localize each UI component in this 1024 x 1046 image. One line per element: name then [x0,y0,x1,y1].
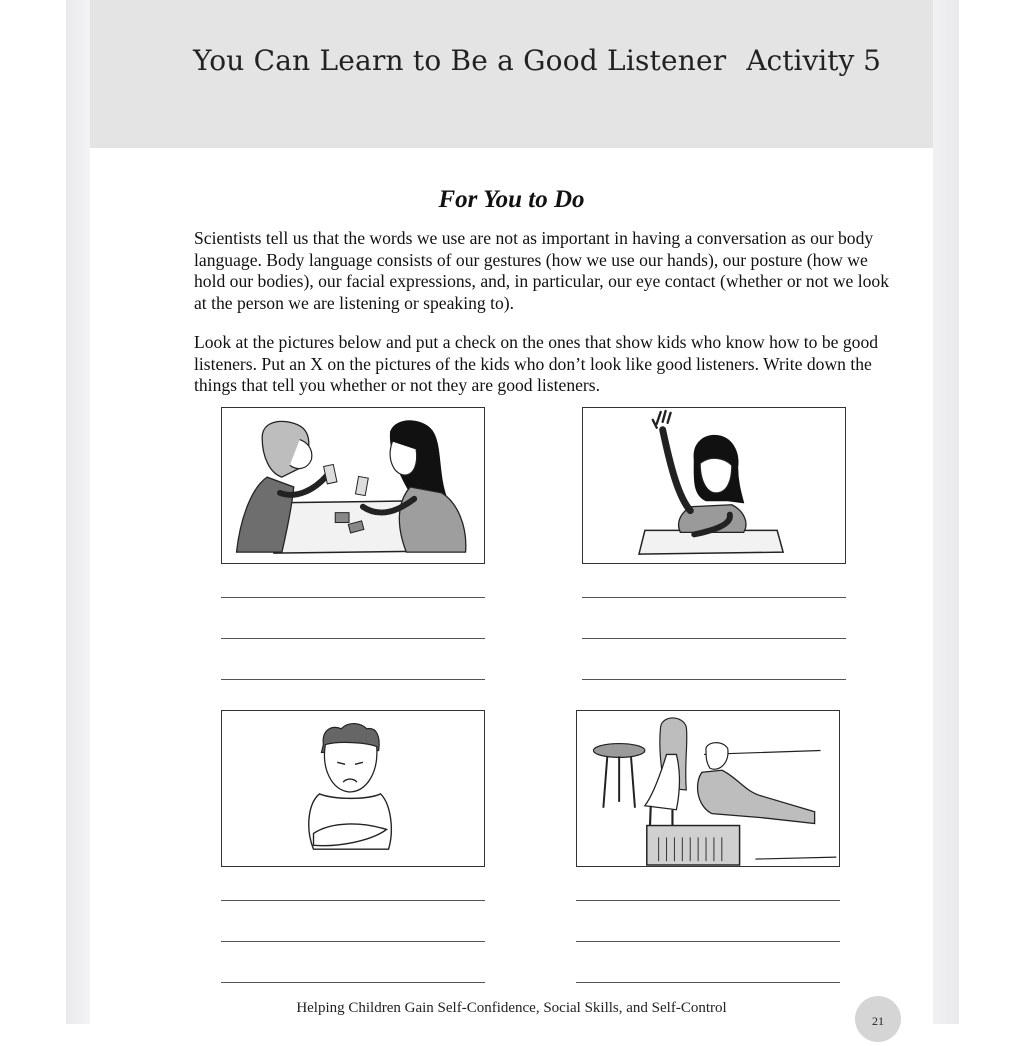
page-number: 21 [855,996,901,1042]
instructions-paragraph: Look at the pictures below and put a check on the ones that show kids who know how to be good listeners. Put an X on the pictures of the kids who don’t look like good listeners. Write down the things that tell you whether or not they are good listeners. [194,332,879,395]
answer-line[interactable] [221,941,485,942]
answer-line[interactable] [582,679,846,680]
kids-watching-tv-illustration [577,711,839,866]
page-title: You Can Learn to Be a Good Listener [193,44,727,77]
page-header [90,0,933,148]
activity-label: Activity 5 [746,44,881,77]
intro-paragraph: Scientists tell us that the words we use are not as important in having a conversation as our body language. Body language consists of our gestures (how we use our hands), our posture (how we hold our bodies), our facial expressions, and, in particular, our eye contact (whether or not we look at the person we are listening or speaking to). [194,228,890,313]
answer-line[interactable] [221,638,485,639]
background-left [0,0,66,1024]
picture-girl-raising-hand [582,407,846,564]
answer-line[interactable] [221,982,485,983]
picture-boy-arms-crossed [221,710,485,867]
answer-line[interactable] [582,638,846,639]
picture-girls-playing-cards [221,407,485,564]
page-shadow-left [66,0,90,1024]
page-shadow-right [933,0,959,1024]
answer-line[interactable] [221,679,485,680]
answer-line[interactable] [576,982,840,983]
worksheet-page [90,0,933,1028]
answer-line[interactable] [576,900,840,901]
girls-playing-cards-illustration [222,408,484,563]
answer-line[interactable] [576,941,840,942]
answer-line[interactable] [221,597,485,598]
answer-line[interactable] [582,597,846,598]
girl-raising-hand-illustration [583,408,845,563]
boy-arms-crossed-illustration [222,711,484,866]
section-title: For You to Do [438,186,585,213]
footer-book-title: Helping Children Gain Self-Confidence, Social Skills, and Self-Control [296,1000,727,1016]
picture-kids-watching-tv [576,710,840,867]
answer-line[interactable] [221,900,485,901]
